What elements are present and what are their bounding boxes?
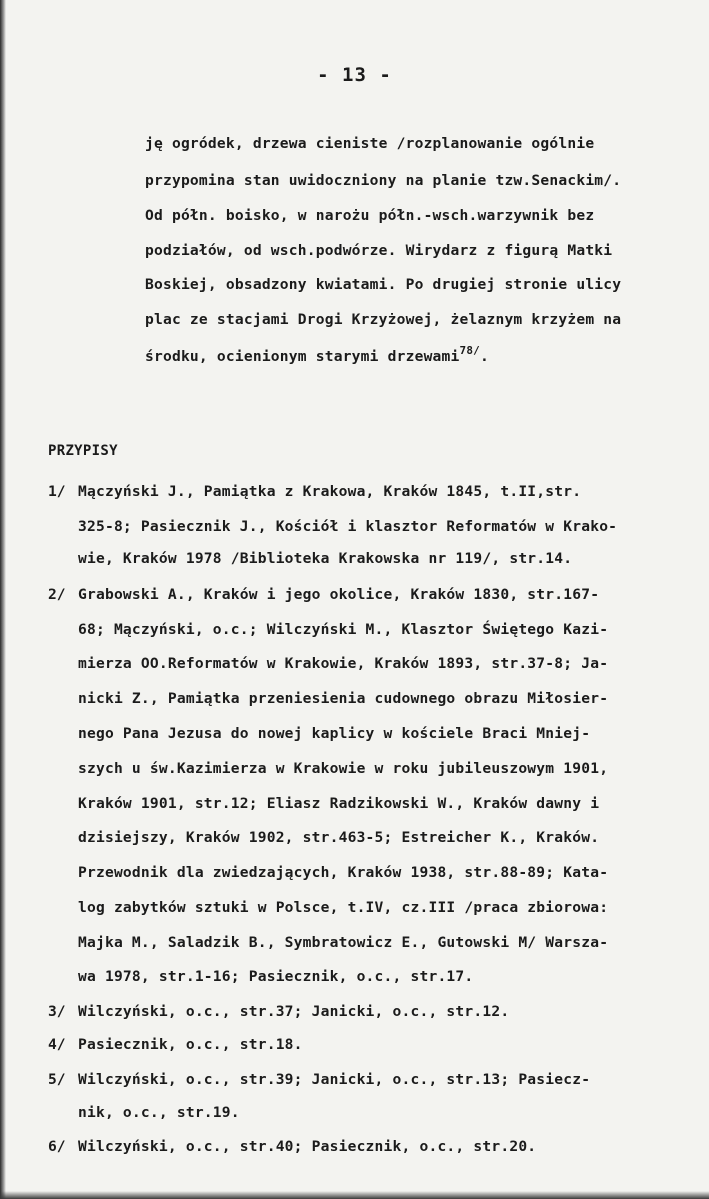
footnote-line: Mączyński J., Pamiątka z Krakowa, Kraków 1845, t.II,str.: [78, 483, 582, 500]
body-line: podziałów, od wsch.podwórze. Wirydarz z figurą Matki: [145, 242, 613, 259]
footnote-line: mierza OO.Reformatów w Krakowie, Kraków 1893, str.37-8; Ja-: [78, 655, 609, 672]
footnote-line: nego Pana Jezusa do nowej kaplicy w kościele Braci Mniej-: [78, 725, 591, 742]
page-number: - 13 -: [317, 64, 392, 86]
footnote-line: szych u św.Kazimierza w Krakowie w roku jubileuszowym 1901,: [78, 760, 609, 777]
body-line-text: środku, ocienionym starymi drzewami: [145, 348, 460, 365]
body-line: Boskiej, obsadzony kwiatami. Po drugiej stronie ulicy: [145, 276, 622, 293]
footnote-line: Wilczyński, o.c., str.39; Janicki, o.c., str.13; Pasiecz-: [78, 1071, 591, 1088]
footnote-line: dzisiejszy, Kraków 1902, str.463-5; Estreicher K., Kraków.: [78, 829, 600, 846]
footnote-number: 1/: [48, 483, 66, 500]
footnote-number: 3/: [48, 1003, 66, 1020]
body-line: plac ze stacjami Drogi Krzyżowej, żelaznym krzyżem na: [145, 311, 622, 328]
body-line-last: [145, 344, 489, 365]
body-line: przypomina stan uwidoczniony na planie tzw.Senackim/.: [145, 172, 622, 189]
footnote-line: nik, o.c., str.19.: [78, 1104, 240, 1121]
footnote-number: 4/: [48, 1036, 66, 1053]
footnote-line: Wilczyński, o.c., str.40; Pasiecznik, o.c., str.20.: [78, 1138, 537, 1155]
footnote-number: 6/: [48, 1138, 66, 1155]
footnote-line: Pasiecznik, o.c., str.18.: [78, 1036, 303, 1053]
body-final-period: .: [480, 348, 489, 365]
footnote-line: Kraków 1901, str.12; Eliasz Radzikowski W., Kraków dawny i: [78, 795, 600, 812]
footnote-line: wie, Kraków 1978 /Biblioteka Krakowska nr 119/, str.14.: [78, 550, 573, 567]
footnote-line: 325-8; Pasiecznik J., Kościół i klasztor Reformatów w Krako-: [78, 518, 618, 535]
footnote-line: Majka M., Saladzik B., Symbratowicz E., Gutowski M/ Warsza-: [78, 934, 609, 951]
footnote-line: Grabowski A., Kraków i jego okolice, Kraków 1830, str.167-: [78, 586, 600, 603]
footnotes-heading: PRZYPISY: [48, 443, 118, 459]
footnote-line: nicki Z., Pamiątka przeniesienia cudownego obrazu Miłosier-: [78, 690, 609, 707]
body-line: ję ogródek, drzewa cieniste /rozplanowanie ogólnie: [145, 135, 595, 152]
footnote-number: 2/: [48, 586, 66, 603]
footnote-number: 5/: [48, 1071, 66, 1088]
footnote-line: wa 1978, str.1-16; Pasiecznik, o.c., str.17.: [78, 968, 474, 985]
footnote-reference: 78/: [459, 344, 480, 357]
scan-edge-bottom: [0, 1191, 709, 1199]
footnote-line: 68; Mączyński, o.c.; Wilczyński M., Klasztor Świętego Kazi-: [78, 621, 609, 638]
scan-edge-left: [0, 0, 6, 1199]
footnote-line: Wilczyński, o.c., str.37; Janicki, o.c., str.12.: [78, 1003, 510, 1020]
footnote-line: log zabytków sztuki w Polsce, t.IV, cz.III /praca zbiorowa:: [78, 899, 609, 916]
body-line: Od półn. boisko, w narożu półn.-wsch.warzywnik bez: [145, 207, 595, 224]
footnote-line: Przewodnik dla zwiedzających, Kraków 1938, str.88-89; Kata-: [78, 864, 609, 881]
